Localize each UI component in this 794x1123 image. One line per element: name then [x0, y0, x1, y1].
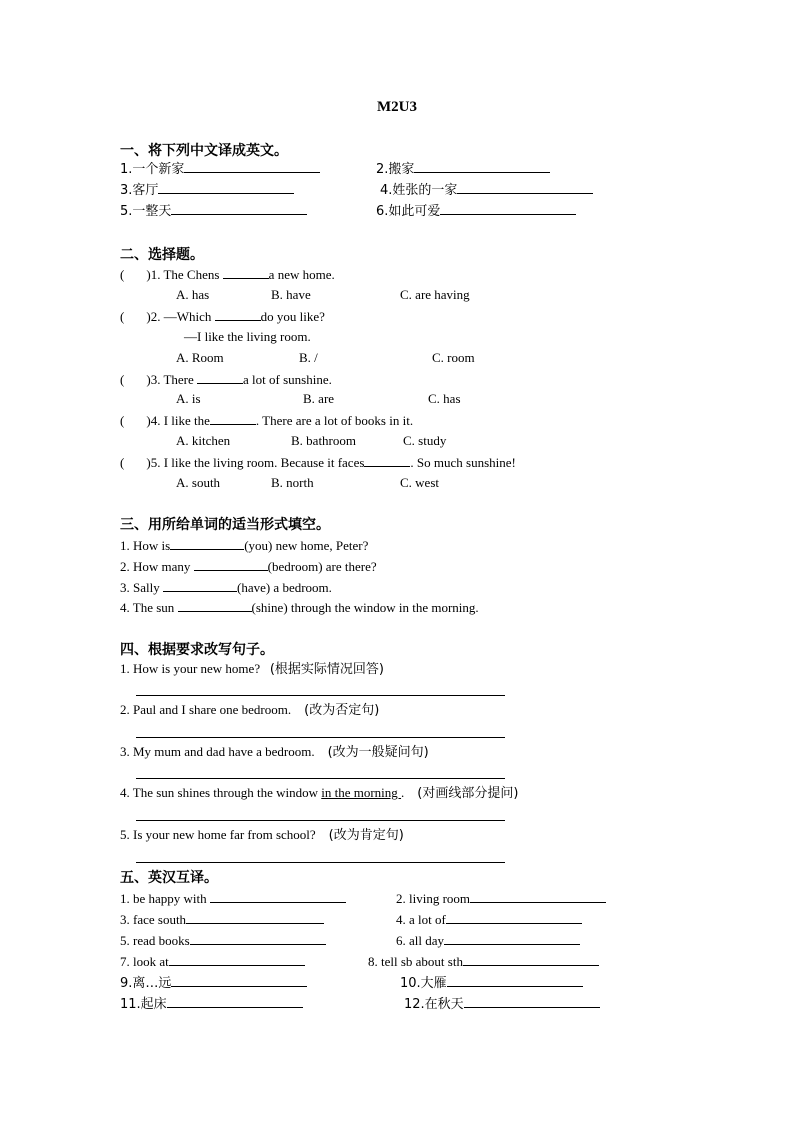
s1-item-3 — [120, 181, 294, 199]
s4-item-1-sentence: 1. How is your new home? — [120, 661, 261, 676]
s4-item-5 — [120, 827, 404, 844]
s2-q4-option-c: C. study — [403, 433, 447, 448]
s1-item-5-text: 一整天 — [132, 204, 172, 219]
answer-blank[interactable] — [190, 932, 326, 945]
s3-item-1-end: (you) new home, Peter? — [244, 538, 369, 553]
s3-item-3 — [120, 579, 332, 596]
question-stem: 3. There — [150, 372, 198, 387]
s2-question-2 — [120, 308, 325, 325]
s5-item-6-text: 6. all day — [396, 933, 445, 948]
s2-q4-option-a: A. kitchen — [176, 433, 231, 448]
answer-blank[interactable] — [171, 202, 307, 215]
paren-open: ( — [120, 309, 125, 324]
question-stem: 5. I like the living room. Because it faces — [150, 455, 365, 470]
s4-item-2-sentence: 2. Paul and I share one bedroom. — [120, 702, 292, 717]
s3-item-2-start: 2. How many — [120, 559, 194, 574]
s5-item-8 — [368, 953, 599, 970]
section-5-heading: 五、英汉互译。 — [120, 870, 218, 886]
s1-item-2-num: 2. — [376, 162, 389, 177]
s4-item-3-sentence: 3. My mum and dad have a bedroom. — [120, 744, 315, 759]
s2-question-3 — [120, 371, 332, 388]
s4-item-4-period: . — [401, 785, 405, 800]
s1-item-1-num: 1. — [120, 162, 133, 177]
s4-item-1 — [120, 661, 384, 678]
s1-item-1-text: 一个新家 — [132, 162, 185, 177]
s3-item-1 — [120, 537, 368, 554]
s5-item-9 — [120, 974, 307, 992]
paren-close: ) — [146, 372, 151, 387]
answer-blank[interactable] — [464, 995, 600, 1008]
s3-item-4 — [120, 599, 479, 616]
paren-open: ( — [120, 455, 125, 470]
s4-item-5-sentence: 5. Is your new home far from school? — [120, 827, 316, 842]
paren-close: ) — [146, 267, 151, 282]
s4-item-5-instruction: (改为肯定句) — [328, 828, 404, 843]
answer-blank[interactable] — [470, 890, 606, 903]
answer-blank[interactable] — [447, 974, 583, 987]
s3-item-4-end: (shine) through the window in the morning. — [251, 600, 479, 615]
answer-blank[interactable] — [171, 974, 307, 987]
s5-item-12 — [404, 995, 600, 1013]
answer-blank[interactable] — [364, 454, 410, 467]
s1-item-4-text: 姓张的一家 — [392, 183, 458, 198]
page-title: M2U3 — [377, 99, 417, 115]
section-4-heading: 四、根据要求改写句子。 — [120, 642, 274, 658]
s5-item-4 — [396, 911, 582, 928]
answer-blank[interactable] — [457, 181, 593, 194]
s1-item-6 — [376, 202, 576, 220]
s5-item-1 — [120, 890, 346, 907]
s5-item-9-text: 9.离…远 — [120, 976, 172, 991]
paren-close: ) — [146, 455, 151, 470]
s2-q5-option-b: B. north — [271, 475, 314, 490]
answer-line[interactable] — [136, 737, 505, 738]
s3-item-1-start: 1. How is — [120, 538, 171, 553]
question-stem: 1. The Chens — [150, 267, 223, 282]
s4-item-4-instruction: (对画线部分提问) — [417, 786, 519, 801]
s4-item-4-underlined: in the morning — [321, 785, 402, 800]
answer-blank[interactable] — [440, 202, 576, 215]
s5-item-6 — [396, 932, 580, 949]
s4-item-1-instruction: (根据实际情况回答) — [269, 662, 384, 677]
s1-item-5 — [120, 202, 307, 220]
answer-blank[interactable] — [210, 890, 346, 903]
s5-item-7 — [120, 953, 305, 970]
paren-open: ( — [120, 267, 125, 282]
s2-q3-option-a: A. is — [176, 391, 201, 406]
question-stem: 2. —Which — [150, 309, 215, 324]
s1-item-2 — [376, 160, 550, 178]
s1-item-6-num: 6. — [376, 204, 389, 219]
s3-item-2 — [120, 558, 377, 575]
s4-item-2 — [120, 702, 379, 719]
s5-item-3 — [120, 911, 324, 928]
s3-item-3-start: 3. Sally — [120, 580, 163, 595]
answer-blank[interactable] — [178, 599, 252, 612]
s2-q1-option-b: B. have — [271, 287, 311, 302]
s5-item-10-text: 10.大雁 — [400, 976, 447, 991]
s4-item-4-sentence: 4. The sun shines through the window — [120, 785, 322, 800]
s4-item-3 — [120, 744, 429, 761]
s1-item-5-num: 5. — [120, 204, 133, 219]
answer-blank[interactable] — [215, 308, 261, 321]
s2-question-4 — [120, 412, 413, 429]
answer-blank[interactable] — [444, 932, 580, 945]
question-stem-end: a new home. — [268, 267, 335, 282]
answer-blank[interactable] — [463, 953, 599, 966]
s5-item-4-text: 4. a lot of — [396, 912, 446, 927]
paren-open: ( — [120, 372, 125, 387]
answer-blank[interactable] — [167, 995, 303, 1008]
answer-line[interactable] — [136, 695, 505, 696]
s1-item-6-text: 如此可爱 — [388, 204, 441, 219]
answer-blank[interactable] — [197, 371, 243, 384]
s5-item-5-text: 5. read books — [120, 933, 190, 948]
s2-question-1 — [120, 266, 335, 283]
section-2-heading: 二、选择题。 — [120, 247, 204, 263]
s5-item-7-text: 7. look at — [120, 954, 169, 969]
s2-q3-option-c: C. has — [428, 391, 461, 406]
s2-q1-option-c: C. are having — [400, 287, 470, 302]
answer-blank[interactable] — [170, 537, 244, 550]
s2-question-5 — [120, 454, 516, 471]
question-stem-end: . So much sunshine! — [410, 455, 516, 470]
answer-line[interactable] — [136, 862, 505, 863]
answer-blank[interactable] — [163, 579, 237, 592]
s4-item-2-instruction: (改为否定句) — [304, 703, 380, 718]
s2-q4-option-b: B. bathroom — [291, 433, 356, 448]
s5-item-10 — [400, 974, 583, 992]
s3-item-3-end: (have) a bedroom. — [236, 580, 332, 595]
paren-close: ) — [146, 309, 151, 324]
question-stem-end: a lot of sunshine. — [243, 372, 332, 387]
paren-close: ) — [146, 413, 151, 428]
s2-q2-option-b: B. / — [299, 350, 318, 365]
s3-item-4-start: 4. The sun — [120, 600, 178, 615]
answer-blank[interactable] — [158, 181, 294, 194]
answer-blank[interactable] — [194, 558, 268, 571]
s5-item-12-text: 12.在秋天 — [404, 997, 464, 1012]
s1-item-1 — [120, 160, 320, 178]
s1-item-4 — [380, 181, 593, 199]
question-stem-end: . There are a lot of books in it. — [255, 413, 414, 428]
s3-item-2-end: (bedroom) are there? — [267, 559, 377, 574]
answer-blank[interactable] — [186, 911, 324, 924]
s2-q2-answer-line: —I like the living room. — [184, 329, 311, 344]
s5-item-11 — [120, 995, 303, 1013]
s5-item-2-text: 2. living room — [396, 891, 471, 906]
s1-item-2-text: 搬家 — [388, 162, 415, 177]
s1-item-4-num: 4. — [380, 183, 393, 198]
paren-open: ( — [120, 413, 125, 428]
s5-item-5 — [120, 932, 326, 949]
question-stem-end: do you like? — [260, 309, 325, 324]
s4-item-4 — [120, 785, 518, 802]
s1-item-3-num: 3. — [120, 183, 133, 198]
s2-q2-option-c: C. room — [432, 350, 475, 365]
question-stem: 4. I like the — [150, 413, 210, 428]
answer-blank[interactable] — [414, 160, 550, 173]
answer-blank[interactable] — [169, 953, 305, 966]
s5-item-2 — [396, 890, 606, 907]
s5-item-3-text: 3. face south — [120, 912, 187, 927]
s2-q5-option-c: C. west — [400, 475, 439, 490]
answer-blank[interactable] — [184, 160, 320, 173]
section-3-heading: 三、用所给单词的适当形式填空。 — [120, 517, 330, 533]
answer-blank[interactable] — [223, 266, 269, 279]
s5-item-1-text: 1. be happy with — [120, 891, 210, 906]
s2-q1-option-a: A. has — [176, 287, 210, 302]
s1-item-3-text: 客厅 — [132, 183, 159, 198]
answer-line[interactable] — [136, 778, 505, 779]
s2-q5-option-a: A. south — [176, 475, 221, 490]
s5-item-8-text: 8. tell sb about sth — [368, 954, 463, 969]
answer-blank[interactable] — [446, 911, 582, 924]
section-1-heading: 一、将下列中文译成英文。 — [120, 143, 288, 159]
answer-line[interactable] — [136, 820, 505, 821]
answer-blank[interactable] — [210, 412, 256, 425]
s2-q2-option-a: A. Room — [176, 350, 224, 365]
s5-item-11-text: 11.起床 — [120, 997, 167, 1012]
s4-item-3-instruction: (改为一般疑问句) — [327, 745, 429, 760]
s2-q3-option-b: B. are — [303, 391, 335, 406]
